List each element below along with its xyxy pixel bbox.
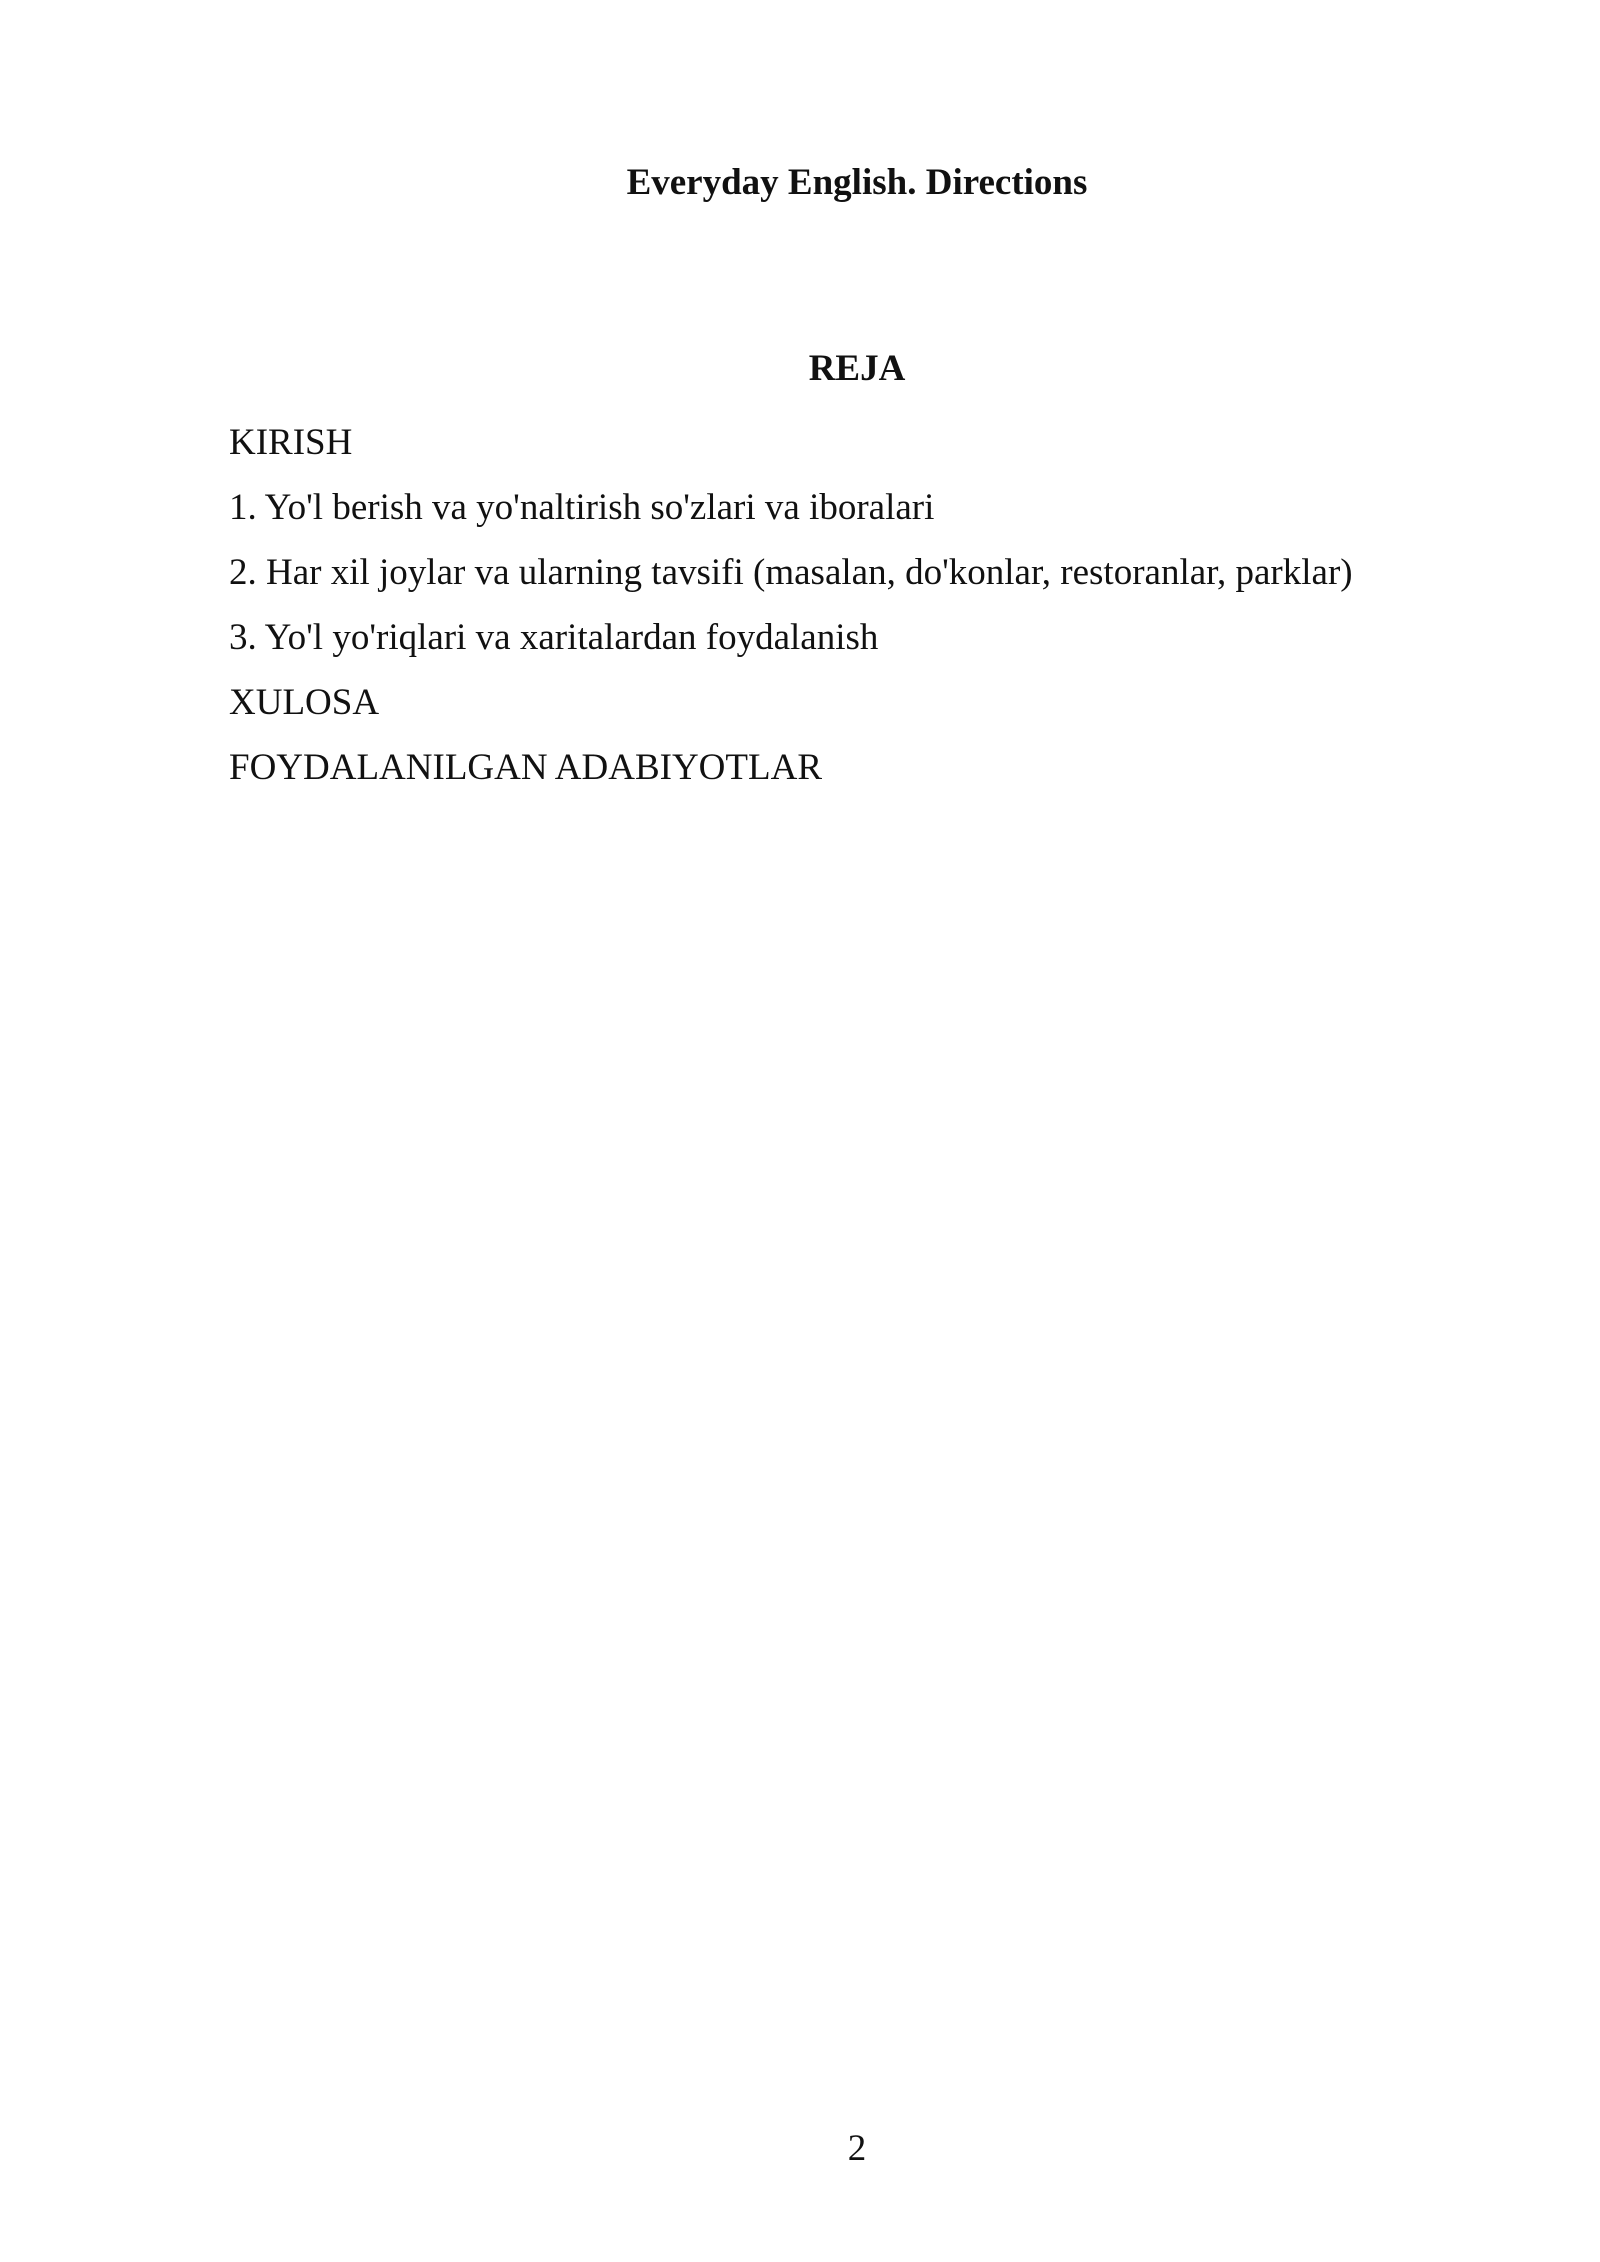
plan-item-introduction: KIRISH: [229, 422, 353, 463]
plan-item-references: FOYDALANILGAN ADABIYOTLAR: [229, 747, 822, 788]
document-title: Everyday English. Directions: [626, 162, 1088, 203]
plan-item-3: 3. Yo'l yo'riqlari va xaritalardan foydalanish: [229, 617, 879, 658]
plan-item-conclusion: XULOSA: [229, 682, 380, 723]
plan-heading: REJA: [808, 348, 906, 389]
plan-list: [229, 420, 1353, 810]
plan-item-2: 2. Har xil joylar va ularning tavsifi (masalan, do'konlar, restoranlar, parklar): [229, 552, 1353, 593]
page-number: 2: [847, 2128, 867, 2169]
plan-item-1: 1. Yo'l berish va yo'naltirish so'zlari va iboralari: [229, 487, 935, 528]
